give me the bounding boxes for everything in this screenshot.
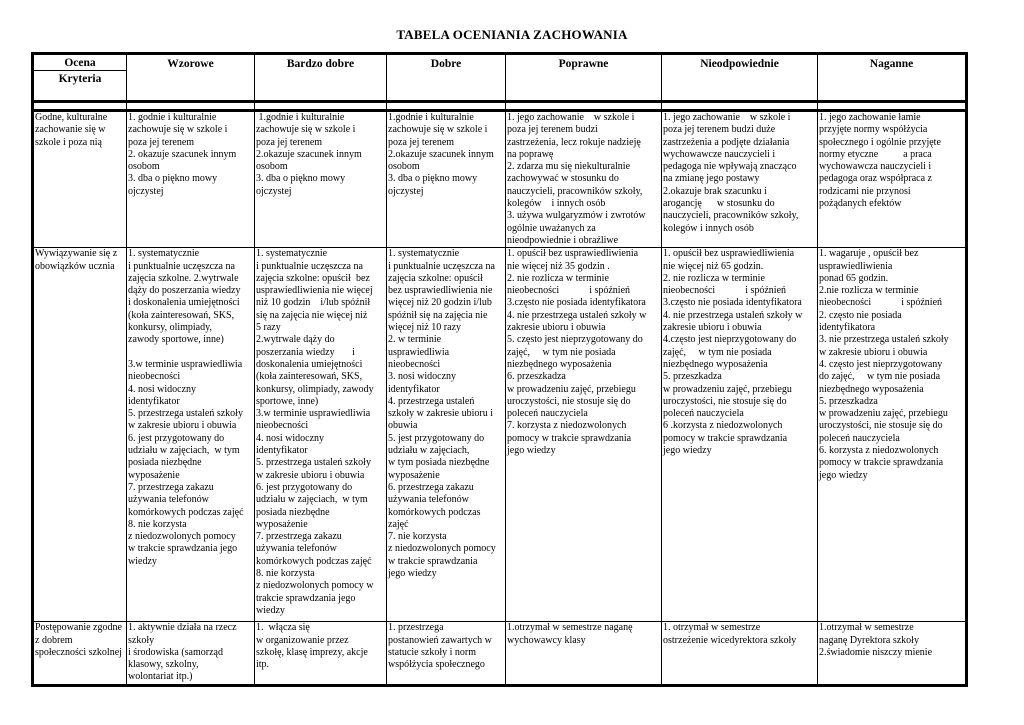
cell-line: 6. jest przygotowany do [128, 432, 225, 444]
grade-header-bardzo-dobre: Bardzo dobre [255, 54, 387, 102]
cell-line: posiada niezbędne [128, 457, 202, 469]
cell-line: 1. opuścił bez usprawiedliwienia [663, 248, 795, 260]
cell-line: 2.nie rozlicza w terminie [819, 285, 919, 297]
cell-line: 5. przeszkadza [663, 371, 722, 383]
cell-line: identyfikator [256, 445, 308, 457]
cell-line: 1.otrzymał w semestrze [819, 622, 914, 634]
cell-line: 3. dba o piękno mowy [256, 173, 346, 185]
cell-line: używania telefonów [128, 494, 209, 506]
cell-line: poza jej terenem [256, 136, 323, 148]
cell-line: 8. nie korzysta [256, 567, 315, 579]
cell-line: (koła zainteresowań, SKS, [128, 309, 235, 321]
cell-line: ojczystej [256, 185, 292, 197]
cell-line: wyposażenie [256, 518, 308, 530]
cell-line: uroczystości, nie stosuje się do [507, 395, 631, 407]
cell-line: 1. godnie i kulturalnie [128, 112, 217, 123]
ocena-label: Ocena [33, 55, 127, 71]
cell-line: 5. przestrzega ustaleń szkoły [128, 408, 243, 420]
criterion-cell [255, 111, 387, 248]
grade-header-wzorowe: Wzorowe [127, 54, 255, 102]
cell-line: osobom [388, 161, 420, 173]
cell-line: do zajęć, w tym nie posiada [819, 371, 941, 383]
criterion-label: Wywiązywanie się z obowiązków ucznia [33, 248, 127, 622]
cell-line: 1. jego zachowanie łamie [819, 112, 921, 123]
cell-line: w organizowanie przez [256, 634, 349, 646]
cell-line: pedagoga nie wpływają znacząco [663, 161, 797, 173]
cell-line: 2.okazuje brak szacunku i [663, 185, 767, 197]
cell-line: i punktualnie uczęszcza na [256, 260, 363, 272]
cell-line: dąży do poszerzania wiedzy [128, 285, 241, 297]
criterion-cell [127, 111, 255, 248]
cell-line: 2. nie rozlicza w terminie [507, 272, 609, 284]
cell-line: 3.w terminie usprawiedliwia [128, 358, 243, 370]
cell-line: 5 razy [256, 322, 281, 334]
separator-row [33, 102, 967, 111]
cell-line: 4. często jest nieprzygotowany [819, 358, 943, 370]
cell-line: nauczycieli, pracowników szkoły, [507, 185, 643, 197]
cell-line: 7. przestrzega zakazu [256, 531, 342, 543]
cell-line: i punktualnie uczęszcza na [388, 260, 495, 272]
cell-line: 2.okazuje szacunek innym [388, 148, 494, 160]
cell-line: w trakcie sprawdzania [388, 555, 478, 567]
cell-line: 3.często nie posiada identyfikatora [507, 297, 646, 309]
kryteria-label: Kryteria [58, 73, 102, 86]
cell-line: jego wiedzy [507, 445, 556, 457]
cell-line: 1. otrzymał w semestrze [663, 622, 761, 634]
cell-line: 1.godnie i kulturalnie [388, 112, 474, 123]
cell-line: usprawiedliwienia nie więcej [256, 285, 373, 297]
cell-line: uroczystości, nie stosuje się do [663, 395, 787, 407]
cell-line: w prowadzeniu zajęć, przebiegu [507, 383, 636, 395]
criterion-cell [662, 111, 818, 248]
cell-line: 1. aktywnie działa na rzecz [128, 622, 237, 634]
cell-line: ogólnie uważanych za [507, 222, 596, 234]
criterion-cell [255, 248, 387, 622]
criterion-cell [506, 622, 662, 686]
cell-line: i punktualnie uczęszcza na [128, 260, 235, 272]
cell-line: 1. opuścił bez usprawiedliwienia [507, 248, 639, 260]
cell-line: wyposażenie [388, 469, 440, 481]
cell-line: 4. nie przestrzega ustaleń szkoły w [507, 309, 647, 321]
cell-line: zastrzeżenia a podjęte działania [663, 136, 790, 148]
cell-line: identyfikatora [819, 322, 876, 334]
cell-line: doskonalenia umiejętności [256, 358, 363, 370]
cell-line: przyjęte normy współżycia [819, 124, 928, 136]
cell-line: 6. jest przygotowany do [256, 481, 353, 493]
cell-line: nieobecności i spóźnień [663, 285, 787, 297]
cell-line: 1. jego zachowanie w szkole i [663, 112, 791, 123]
cell-line: kolegów i innych osób [663, 222, 754, 234]
cell-line: społecznego i ogólnie przyjęte [819, 136, 941, 148]
cell-line: 3. dba o piękno mowy [388, 173, 478, 185]
cell-line: z niedozwolonych pomocy w [256, 580, 374, 592]
grade-header-nieodpowiednie: Nieodpowiednie [662, 54, 818, 102]
cell-line: usprawiedliwienia [819, 260, 893, 272]
criterion-cell [506, 111, 662, 248]
cell-line: itp. [256, 659, 270, 671]
criterion-cell [662, 622, 818, 686]
cell-line: konkursy, olimpiady, zawody [256, 383, 374, 395]
page-title: TABELA OCENIANIA ZACHOWANIA [396, 27, 628, 42]
cell-line: 2.wytrwale dąży do [256, 334, 335, 346]
cell-line: kolegów i innych osób [507, 198, 606, 210]
cell-line: 1. systematycznie [128, 248, 200, 260]
cell-line: 6. przestrzega zakazu [388, 481, 474, 493]
cell-line: zawody sportowe, inne) [128, 334, 224, 346]
cell-line: pomocy w trakcie sprawdzania [507, 432, 632, 444]
cell-line: 6 .korzysta z niedozwolonych [663, 420, 783, 432]
cell-line: 3. używa wulgaryzmów i zwrotów [507, 210, 646, 222]
cell-line: uroczystości, nie stosuje się do [819, 420, 943, 432]
cell-line: 5. przestrzega ustaleń szkoły [256, 457, 371, 469]
cell-line: 1. jego zachowanie w szkole i [507, 112, 635, 123]
cell-line: w zakresie ubioru i obuwia [819, 346, 928, 358]
cell-line: w zakresie ubioru i obuwia [128, 420, 237, 432]
cell-line: poszerzania wiedzy i [256, 346, 355, 358]
grade-header-poprawne: Poprawne [506, 54, 662, 102]
cell-line: ojczystej [388, 185, 424, 197]
grade-header-dobre: Dobre [387, 54, 506, 102]
cell-line: (koła zainteresowań, SKS, [256, 371, 363, 383]
cell-line: wiedzy [256, 604, 285, 616]
cell-line: jego wiedzy [819, 469, 868, 481]
cell-line: szkołę, klasę imprezy, akcje [256, 646, 368, 658]
cell-line: poleceń nauczyciela [507, 408, 588, 420]
cell-line: 1. wagaruje , opuścił bez [819, 248, 919, 260]
cell-line: statucie szkoły i norm [388, 646, 477, 658]
cell-line: nieobecności [256, 420, 309, 432]
cell-line: komórkowych podczas [388, 506, 481, 518]
criterion-row-obowiazki-ucznia [33, 248, 967, 622]
cell-line: 3. nie przestrzega ustaleń szkoły [819, 334, 949, 346]
cell-line: 5. jest przygotowany do [388, 432, 485, 444]
cell-line: zachowuje się w szkole i [128, 124, 228, 136]
cell-line: wychowawcze nauczycieli i [663, 148, 776, 160]
cell-line: nieobecności [388, 358, 441, 370]
cell-line: sportowe, inne) [256, 395, 319, 407]
cell-line: 4. nosi widoczny [128, 383, 197, 395]
cell-line: niezbędnego wyposażenia [663, 358, 768, 370]
cell-line: pomocy w trakcie sprawdzania [663, 432, 788, 444]
criterion-label: Postępowanie zgodne z dobrem społeczności szkolnej [33, 622, 127, 686]
cell-line: 3. nosi widoczny [388, 371, 457, 383]
cell-line: udziału w zajęciach, w tym [128, 445, 240, 457]
cell-line: rodzicami nie przynosi [819, 185, 911, 197]
criterion-cell [818, 622, 967, 686]
cell-line: zajęć [388, 518, 409, 530]
cell-line: 3.w terminie usprawiedliwia [256, 408, 371, 420]
grading-table [31, 52, 968, 687]
ocena-kryteria-cell [33, 54, 127, 102]
cell-line: nie więcej niż 65 godzin. [663, 260, 764, 272]
criterion-cell [127, 248, 255, 622]
cell-line: 4.często jest nieprzygotowany do [663, 334, 797, 346]
cell-line: w tym posiada niezbędne [388, 457, 490, 469]
cell-line: pomocy w trakcie sprawdzania [819, 457, 944, 469]
cell-line: poza jej terenem [388, 136, 455, 148]
cell-line: więcej niż 10 razy [388, 322, 462, 334]
cell-line: się na zajęcia nie więcej niż [256, 309, 368, 321]
cell-line: szkoły [128, 634, 155, 646]
cell-line: zajęcia szkolne: opuścił bez [256, 272, 370, 284]
cell-line: wyposażenie [128, 469, 180, 481]
cell-line: wiedzy [128, 555, 157, 567]
cell-line: arogancję w stosunku do [663, 198, 775, 210]
criterion-cell [818, 248, 967, 622]
cell-line [128, 347, 253, 359]
cell-line: komórkowych podczas zajęć [128, 506, 244, 518]
cell-line: normy etyczne a praca [819, 148, 932, 160]
cell-line: 4. nosi widoczny [256, 432, 325, 444]
cell-line: niż 10 godzin i/lub spóźnił [256, 297, 371, 309]
cell-line: szkoły w zakresie ubioru i [388, 408, 493, 420]
cell-line: spóźnił się na zajęcia nie [388, 309, 488, 321]
cell-line: na zmianę jego postawy [663, 173, 760, 185]
cell-line: w prowadzeniu zajęć, przebiegu [819, 408, 948, 420]
cell-line: ojczystej [128, 185, 164, 197]
cell-line: usprawiedliwia [388, 346, 450, 358]
cell-line: klasowy, szkolny, [128, 659, 199, 671]
cell-line: niezbędnego wyposażenia [819, 383, 924, 395]
cell-line: 1.otrzymał w semestrze naganę [507, 622, 633, 634]
cell-line: wychowawcza nauczycieli i [819, 161, 932, 173]
criterion-cell [387, 248, 506, 622]
cell-line: 7. korzysta z niedozwolonych [507, 420, 627, 432]
cell-line: udziału w zajęciach, [388, 445, 470, 457]
cell-line: na poprawę [507, 148, 554, 160]
cell-line: w zakresie ubioru i obuwia [256, 469, 365, 481]
cell-line: zakresie ubioru i obuwia [663, 322, 762, 334]
cell-line: zachowuje się w szkole i [256, 124, 356, 136]
cell-line: z niedozwolonych pomocy [388, 543, 496, 555]
cell-line: używania telefonów [256, 543, 337, 555]
cell-line: obuwia [388, 420, 418, 432]
cell-line: z niedozwolonych pomocy [128, 531, 236, 543]
cell-line: 4. przestrzega ustaleń [388, 395, 475, 407]
cell-line: nieodpowiednie i obraźliwe [507, 234, 619, 246]
cell-line: 1.godnie i kulturalnie [256, 112, 345, 123]
cell-line: jego wiedzy [388, 567, 437, 579]
cell-line: 1. systematycznie [256, 248, 328, 260]
cell-line: nauczycieli, pracowników szkoły, [663, 210, 799, 222]
cell-line: 7. przestrzega zakazu [128, 481, 214, 493]
cell-line: 2. często nie posiada [819, 309, 902, 321]
cell-line: jego wiedzy [663, 445, 712, 457]
cell-line: pedagoga oraz współpraca z [819, 173, 932, 185]
cell-line: osobom [128, 161, 160, 173]
criterion-cell [506, 248, 662, 622]
criterion-cell [387, 111, 506, 248]
cell-line: posiada niezbędne [256, 506, 330, 518]
cell-line: postanowień zawartych w [388, 634, 492, 646]
cell-line: 7. nie korzysta [388, 531, 447, 543]
cell-line: osobom [256, 161, 288, 173]
cell-line: zajęć, w tym nie posiada [507, 346, 616, 358]
criterion-cell [255, 622, 387, 686]
cell-line: 6. korzysta z niedozwolonych [819, 445, 939, 457]
cell-line: i środowiska (samorząd [128, 646, 223, 658]
criterion-cell [662, 248, 818, 622]
cell-line: pożądanych efektów [819, 198, 902, 210]
cell-line: nieobecności i spóźnień [507, 285, 631, 297]
cell-line: 2.okazuje szacunek innym [256, 148, 362, 160]
cell-line: 2. okazuje szacunek innym [128, 148, 237, 160]
cell-line: wolontariat itp.) [128, 671, 193, 683]
cell-line: poza jej terenem budzi [507, 124, 598, 136]
cell-line: komórkowych podczas zajęć [256, 555, 372, 567]
cell-line: 2. nie rozlicza w terminie [663, 272, 765, 284]
cell-line: trakcie sprawdzania jego [256, 592, 356, 604]
cell-line: 1. włącza się [256, 622, 310, 634]
cell-line: i doskonalenia umiejętności [128, 297, 240, 309]
cell-line: 1. przestrzega [388, 622, 444, 634]
cell-line: udziału w zajęciach, w tym [256, 494, 368, 506]
grade-header-naganne: Naganne [818, 54, 967, 102]
cell-line: niezbędnego wyposażenia [507, 358, 612, 370]
criterion-cell [127, 622, 255, 686]
cell-line: zajęcia szkolne. 2.wytrwale [128, 272, 239, 284]
cell-line: ponad 65 godzin. [819, 272, 889, 284]
cell-line: nieobecności i spóźnień [819, 297, 943, 309]
cell-line: zachowuje się w szkole i [388, 124, 488, 136]
cell-line: 1. systematycznie [388, 248, 460, 260]
cell-line: 2. zdarza mu się niekulturalnie [507, 161, 631, 173]
criterion-cell [387, 622, 506, 686]
cell-line: nie więcej niż 35 godzin . [507, 260, 610, 272]
cell-line: nieobecności [128, 371, 181, 383]
cell-line: 4. nie przestrzega ustaleń szkoły w [663, 309, 803, 321]
cell-line: w trakcie sprawdzania jego [128, 543, 238, 555]
cell-line: 2. w terminie [388, 334, 442, 346]
cell-line: poza jej terenem [128, 136, 195, 148]
header-row [33, 54, 967, 102]
cell-line: ostrzeżenie wicedyrektora szkoły [663, 634, 797, 646]
cell-line: bez usprawiedliwienia nie [388, 285, 493, 297]
cell-line: zastrzeżenia, lecz rokuje nadzieję [507, 136, 641, 148]
criterion-label: Godne, kulturalne zachowanie się w szkole i poza nią [33, 111, 127, 248]
cell-line: wychowawcy klasy [507, 634, 586, 646]
cell-line: identyfikator [128, 395, 180, 407]
cell-line: w prowadzeniu zajęć, przebiegu [663, 383, 792, 395]
cell-line: poleceń nauczyciela [663, 408, 744, 420]
cell-line: używania telefonów [388, 494, 469, 506]
cell-line: naganę Dyrektora szkoły [819, 634, 919, 646]
cell-line: zakresie ubioru i obuwia [507, 322, 606, 334]
criterion-cell [818, 111, 967, 248]
cell-line: konkursy, olimpiady, [128, 322, 212, 334]
cell-line: zachowywać w stosunku do [507, 173, 619, 185]
cell-line: 8. nie korzysta [128, 518, 187, 530]
cell-line: więcej niż 20 godzin i/lub [388, 297, 492, 309]
cell-line: 6. przeszkadza [507, 371, 566, 383]
cell-line: 3.często nie posiada identyfikatora [663, 297, 802, 309]
cell-line: identyfikator [388, 383, 440, 395]
cell-line: zajęć, w tym nie posiada [663, 346, 772, 358]
cell-line: zajęcia szkolne: opuścił [388, 272, 483, 284]
criterion-row-postepowanie [33, 622, 967, 686]
cell-line: poleceń nauczyciela [819, 432, 900, 444]
cell-line: poza jej terenem budzi duże [663, 124, 776, 136]
cell-line: 5. przeszkadza [819, 395, 878, 407]
cell-line: 2.świadomie niszczy mienie [819, 646, 933, 658]
cell-line: 3. dba o piękno mowy [128, 173, 218, 185]
cell-line: 5. często jest nieprzygotowany do [507, 334, 643, 346]
criterion-row-godne-zachowanie [33, 111, 967, 248]
cell-line: współżycia społecznego [388, 659, 485, 671]
